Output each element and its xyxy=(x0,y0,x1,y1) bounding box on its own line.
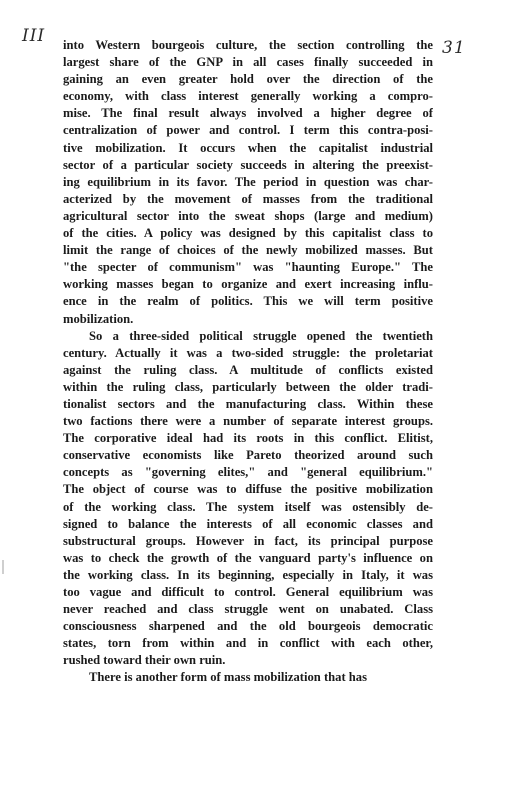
text-line: There is another form of mass mobilization that has xyxy=(89,670,367,685)
text-line: the working class. In its beginning, especially in Italy, it was xyxy=(63,567,433,582)
text-line: economy, with class interest generally working a compro- xyxy=(63,89,433,104)
text-line: mise. The final result always involved a higher degree of xyxy=(63,106,433,121)
text-line: centralization of power and control. I term this contra-posi- xyxy=(63,123,433,138)
text-line: agricultural sector into the sweat shops (large and medium) xyxy=(63,208,433,223)
scan-smudge xyxy=(2,560,4,574)
text-line: within the ruling class, particularly between the older tradi- xyxy=(63,379,433,394)
paragraph-2 xyxy=(63,328,433,670)
text-line: acterized by the movement of masses from the traditional xyxy=(63,191,433,206)
text-line: concepts as "governing elites," and "general equilibrium." xyxy=(63,465,433,480)
document-body xyxy=(63,37,433,687)
text-line: tive mobilization. It occurs when the capitalist industrial xyxy=(63,140,433,155)
text-line: into Western bourgeois culture, the section controlling the xyxy=(63,38,433,52)
text-line: The corporative ideal had its roots in this conflict. Elitist, xyxy=(63,431,433,446)
text-line: limit the range of choices of the newly mobilized masses. But xyxy=(63,243,433,258)
text-line: conservative economists like Pareto theorized around such xyxy=(63,448,433,463)
text-line: states, torn from within and in conflict with each other, xyxy=(63,636,433,651)
margin-annotation-right: 31 xyxy=(442,38,466,58)
text-line: ence in the realm of politics. This we will term positive xyxy=(63,294,433,309)
text-line: rushed toward their own ruin. xyxy=(63,653,226,668)
text-line: signed to balance the interests of all economic classes and xyxy=(63,516,433,531)
text-line: of the cities. A policy was designed by this capitalist class to xyxy=(63,226,433,241)
text-line: substructural groups. However in fact, its principal purpose xyxy=(63,533,433,548)
text-line: consciousness sharpened and the old bourgeois democratic xyxy=(63,619,433,634)
margin-annotation-left: III xyxy=(22,26,46,46)
text-line: two factions there were a number of separate interest groups. xyxy=(63,414,433,429)
text-line: gaining an even greater hold over the direction of the xyxy=(63,72,433,87)
paragraph-1 xyxy=(63,37,433,328)
text-line: The object of course was to diffuse the positive mobilization xyxy=(63,482,433,497)
text-line: ing equilibrium in its favor. The period in question was char- xyxy=(63,174,433,189)
text-line: against the ruling class. A multitude of conflicts existed xyxy=(63,362,433,377)
text-line: was to check the growth of the vanguard party's influence on xyxy=(63,550,433,565)
text-line: tionalist sectors and the manufacturing class. Within these xyxy=(63,396,433,411)
text-line: of the working class. The system itself was ostensibly de- xyxy=(63,499,433,514)
text-line: So a three-sided political struggle opened the twentieth xyxy=(89,328,433,343)
text-line: mobilization. xyxy=(63,311,134,326)
text-line: century. Actually it was a two-sided struggle: the proletariat xyxy=(63,345,433,360)
paragraph-3 xyxy=(63,669,433,686)
text-line: too vague and difficult to control. General equilibrium was xyxy=(63,585,433,599)
text-line: largest share of the GNP in all cases finally succeeded in xyxy=(63,55,433,70)
text-line: "the specter of communism" was "haunting Europe." The xyxy=(63,260,433,275)
text-line: working masses began to organize and exert increasing influ- xyxy=(63,277,433,292)
text-line: sector of a particular society succeeds in altering the preexist- xyxy=(63,157,433,172)
text-line: never reached and class struggle went on unabated. Class xyxy=(63,602,433,617)
